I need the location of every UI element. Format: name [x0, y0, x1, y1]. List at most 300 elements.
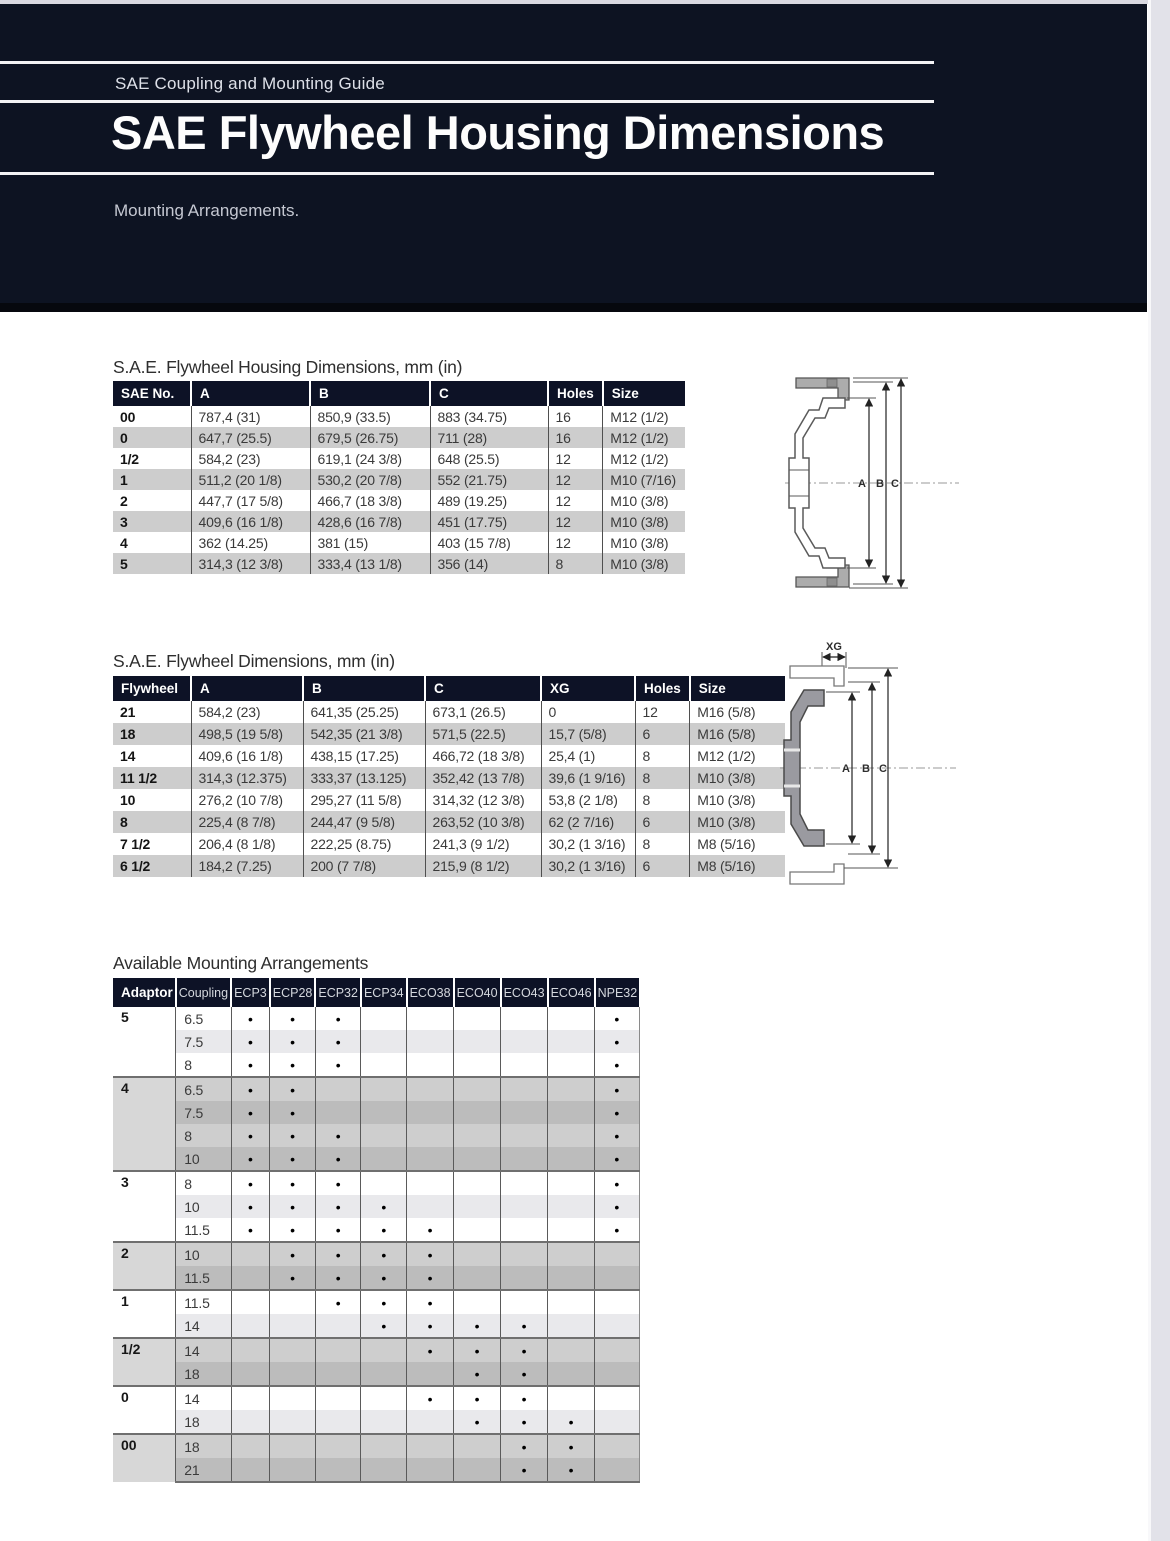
availability-cell	[548, 1314, 595, 1338]
availability-cell	[595, 1410, 640, 1434]
column-header: Adaptor	[113, 978, 176, 1007]
table-cell: 619,1 (24 3/8)	[310, 448, 430, 469]
table-cell: 356 (14)	[430, 553, 548, 574]
table-cell: 403 (15 7/8)	[430, 532, 548, 553]
availability-cell: •	[595, 1101, 640, 1124]
availability-cell	[361, 1147, 407, 1171]
availability-cell	[315, 1314, 361, 1338]
availability-cell: •	[595, 1030, 640, 1053]
availability-cell	[315, 1338, 361, 1362]
table-cell: M10 (3/8)	[603, 511, 685, 532]
table-cell: 787,4 (31)	[191, 406, 310, 427]
table-cell: 679,5 (26.75)	[310, 427, 430, 448]
table-row	[113, 811, 785, 833]
table-cell: 8	[635, 745, 690, 767]
availability-cell: •	[361, 1290, 407, 1314]
table-cell: 184,2 (7.25)	[191, 855, 303, 877]
table-cell: M16 (5/8)	[690, 723, 785, 745]
column-header: A	[191, 381, 310, 406]
table-cell: 8	[635, 767, 690, 789]
table-row	[113, 532, 685, 553]
table-cell: 222,25 (8.75)	[303, 833, 425, 855]
coupling-cell: 11.5	[176, 1218, 231, 1242]
table-cell: 314,3 (12 3/8)	[191, 553, 310, 574]
availability-cell	[548, 1030, 595, 1053]
availability-cell	[454, 1290, 501, 1314]
availability-cell: •	[270, 1101, 316, 1124]
table-row	[113, 1124, 639, 1147]
availability-cell	[548, 1053, 595, 1077]
table-cell: 1/2	[113, 448, 191, 469]
table-cell: 16	[548, 406, 603, 427]
table-cell: 8	[635, 833, 690, 855]
availability-cell: •	[315, 1030, 361, 1053]
availability-cell	[315, 1077, 361, 1101]
column-header: ECP32	[315, 978, 361, 1007]
table-cell: M8 (5/16)	[690, 855, 785, 877]
table-cell: 206,4 (8 1/8)	[191, 833, 303, 855]
coupling-cell: 8	[176, 1124, 231, 1147]
column-header: ECO46	[548, 978, 595, 1007]
availability-cell: •	[315, 1242, 361, 1266]
table-cell: 314,3 (12.375)	[191, 767, 303, 789]
coupling-cell: 14	[176, 1314, 231, 1338]
table-cell: 6	[635, 723, 690, 745]
table-row	[113, 511, 685, 532]
table-cell: 571,5 (22.5)	[425, 723, 541, 745]
table-cell: 466,7 (18 3/8)	[310, 490, 430, 511]
table-cell: M12 (1/2)	[603, 427, 685, 448]
table-cell: M10 (3/8)	[690, 767, 785, 789]
availability-cell: •	[315, 1266, 361, 1290]
availability-cell	[407, 1434, 454, 1458]
table-cell: 30,2 (1 3/16)	[541, 833, 635, 855]
availability-cell	[595, 1290, 640, 1314]
dim-label-xg: XG	[826, 641, 842, 653]
column-header: Coupling	[176, 978, 231, 1007]
availability-cell: •	[501, 1362, 548, 1386]
availability-cell	[595, 1386, 640, 1410]
availability-cell	[270, 1290, 316, 1314]
table-cell: 12	[548, 532, 603, 553]
availability-cell: •	[407, 1242, 454, 1266]
availability-cell: •	[270, 1266, 316, 1290]
availability-cell	[231, 1338, 270, 1362]
availability-cell: •	[361, 1242, 407, 1266]
availability-cell	[548, 1386, 595, 1410]
availability-cell	[361, 1362, 407, 1386]
table-cell: M10 (7/16)	[603, 469, 685, 490]
table-row	[113, 745, 785, 767]
table-cell: M16 (5/8)	[697, 704, 756, 720]
column-header: A	[191, 676, 303, 701]
table-cell: 438,15 (17.25)	[303, 745, 425, 767]
column-header: ECO38	[407, 978, 454, 1007]
coupling-cell: 7.5	[176, 1030, 231, 1053]
availability-cell	[407, 1171, 454, 1195]
coupling-cell: 11.5	[176, 1290, 231, 1314]
table-row	[113, 1030, 639, 1053]
header-rule-mid	[0, 100, 934, 103]
table-cell: 12	[548, 469, 603, 490]
adaptor-cell: 5	[113, 1007, 176, 1077]
table-cell: M10 (3/8)	[603, 553, 685, 574]
table-row	[113, 1053, 639, 1077]
table-cell: 6	[635, 855, 690, 877]
table-cell: 244,47 (9 5/8)	[303, 811, 425, 833]
availability-cell	[361, 1386, 407, 1410]
availability-cell	[361, 1124, 407, 1147]
table-row	[113, 701, 785, 723]
table-cell: 314,32 (12 3/8)	[425, 789, 541, 811]
availability-cell	[595, 1434, 640, 1458]
availability-cell: •	[407, 1386, 454, 1410]
table-row	[113, 789, 785, 811]
table-cell: 276,2 (10 7/8)	[191, 789, 303, 811]
housing-dimensions-table	[113, 381, 685, 574]
coupling-cell: 6.5	[176, 1077, 231, 1101]
availability-cell	[315, 1101, 361, 1124]
availability-cell: •	[315, 1147, 361, 1171]
table-cell: M12 (1/2)	[610, 408, 669, 425]
availability-cell	[548, 1147, 595, 1171]
table-cell: M8 (5/16)	[697, 836, 756, 852]
column-header: Size	[690, 676, 785, 701]
availability-cell	[361, 1053, 407, 1077]
coupling-cell: 7.5	[176, 1101, 231, 1124]
adaptor-cell: 2	[113, 1242, 176, 1290]
adaptor-cell: 1/2	[113, 1338, 176, 1386]
table-cell: 30,2 (1 3/16)	[541, 855, 635, 877]
table-cell: 409,6 (16 1/8)	[191, 511, 310, 532]
availability-cell	[454, 1124, 501, 1147]
header-rule-top	[0, 61, 934, 64]
coupling-cell: 18	[176, 1434, 231, 1458]
table-cell: 14	[113, 745, 191, 767]
coupling-cell: 10	[176, 1242, 231, 1266]
dim-label-a: A	[858, 478, 866, 490]
header-rule-bottom	[0, 172, 934, 175]
table-row	[113, 1195, 639, 1218]
table-cell: 447,7 (17 5/8)	[191, 490, 310, 511]
table-cell: 263,52 (10 3/8)	[425, 811, 541, 833]
availability-cell	[501, 1147, 548, 1171]
table-row	[113, 1077, 639, 1101]
table-row	[113, 1314, 639, 1338]
adaptor-cell: 00	[113, 1434, 176, 1482]
availability-cell	[595, 1314, 640, 1338]
availability-cell: •	[407, 1218, 454, 1242]
availability-cell	[361, 1458, 407, 1482]
table-cell: 12	[635, 701, 690, 723]
availability-cell	[548, 1077, 595, 1101]
coupling-cell: 10	[176, 1195, 231, 1218]
availability-cell	[361, 1030, 407, 1053]
flywheel-table-title: S.A.E. Flywheel Dimensions, mm (in)	[113, 651, 395, 671]
table-cell: 62 (2 7/16)	[541, 811, 635, 833]
table-row	[113, 1290, 639, 1314]
availability-cell: •	[315, 1290, 361, 1314]
table-row	[113, 427, 685, 448]
table-cell: 641,35 (25.25)	[303, 701, 425, 723]
availability-cell: •	[595, 1007, 640, 1030]
table-row	[113, 553, 685, 574]
availability-cell	[407, 1007, 454, 1030]
availability-cell: •	[270, 1007, 316, 1030]
availability-cell	[270, 1314, 316, 1338]
table-cell: 362 (14.25)	[191, 532, 310, 553]
availability-cell	[270, 1458, 316, 1482]
availability-cell: •	[595, 1171, 640, 1195]
column-header: ECP34	[361, 978, 407, 1007]
availability-cell: •	[315, 1124, 361, 1147]
availability-cell	[548, 1242, 595, 1266]
table-cell: 428,6 (16 7/8)	[310, 511, 430, 532]
column-header: B	[303, 676, 425, 701]
availability-cell	[231, 1434, 270, 1458]
table-cell: 11 1/2	[113, 767, 191, 789]
availability-cell: •	[231, 1218, 270, 1242]
housing-flange-bottom	[790, 864, 844, 884]
availability-cell	[595, 1242, 640, 1266]
availability-cell	[407, 1077, 454, 1101]
availability-cell	[454, 1077, 501, 1101]
availability-cell	[595, 1266, 640, 1290]
coupling-cell: 18	[176, 1362, 231, 1386]
availability-cell	[407, 1147, 454, 1171]
dim-label-b: B	[862, 763, 870, 775]
table-row	[113, 1101, 639, 1124]
availability-cell: •	[454, 1386, 501, 1410]
availability-cell: •	[361, 1218, 407, 1242]
table-cell: 25,4 (1)	[541, 745, 635, 767]
availability-cell: •	[231, 1124, 270, 1147]
availability-cell	[315, 1362, 361, 1386]
dim-label-b: B	[876, 478, 884, 490]
availability-cell	[548, 1362, 595, 1386]
availability-cell	[270, 1362, 316, 1386]
data-table	[113, 676, 785, 877]
availability-cell	[270, 1386, 316, 1410]
table-header-row	[113, 676, 785, 701]
data-table	[113, 381, 685, 574]
dim-label-a: A	[842, 763, 850, 775]
availability-cell	[548, 1101, 595, 1124]
availability-cell: •	[231, 1195, 270, 1218]
availability-cell	[361, 1410, 407, 1434]
availability-cell	[315, 1434, 361, 1458]
table-cell: 39,6 (1 9/16)	[541, 767, 635, 789]
table-row	[113, 469, 685, 490]
table-cell: 53,8 (2 1/8)	[541, 789, 635, 811]
top-flange	[796, 378, 849, 400]
column-header: ECP28	[270, 978, 316, 1007]
column-header: Size	[603, 381, 685, 406]
table-row	[113, 1386, 639, 1410]
table-cell: 511,2 (20 1/8)	[191, 469, 310, 490]
availability-cell	[361, 1101, 407, 1124]
table-cell: 8	[548, 553, 603, 574]
table-cell: M10 (3/8)	[610, 534, 669, 551]
coupling-cell: 6.5	[176, 1007, 231, 1030]
table-cell: M10 (3/8)	[697, 792, 756, 808]
column-header: ECO43	[501, 978, 548, 1007]
availability-cell: •	[361, 1314, 407, 1338]
availability-cell	[454, 1147, 501, 1171]
availability-cell	[501, 1171, 548, 1195]
table-cell: 552 (21.75)	[430, 469, 548, 490]
table-cell: 8	[635, 789, 690, 811]
availability-cell	[501, 1290, 548, 1314]
availability-cell: •	[270, 1030, 316, 1053]
availability-cell	[361, 1077, 407, 1101]
coupling-cell: 14	[176, 1386, 231, 1410]
table-cell: 12	[548, 490, 603, 511]
availability-cell	[548, 1007, 595, 1030]
availability-cell	[315, 1386, 361, 1410]
availability-cell	[454, 1266, 501, 1290]
availability-cell: •	[231, 1171, 270, 1195]
table-cell: 241,3 (9 1/2)	[425, 833, 541, 855]
table-header-row	[113, 978, 639, 1007]
availability-cell: •	[407, 1266, 454, 1290]
table-cell: 3	[113, 511, 191, 532]
column-header: Holes	[635, 676, 690, 701]
availability-cell: •	[501, 1458, 548, 1482]
column-header: SAE No.	[113, 381, 191, 406]
table-row	[113, 723, 785, 745]
table-cell: 12	[548, 448, 603, 469]
availability-cell	[454, 1242, 501, 1266]
table-row	[113, 1458, 639, 1482]
table-cell: 466,72 (18 3/8)	[425, 745, 541, 767]
table-row	[113, 1007, 639, 1030]
availability-cell: •	[595, 1147, 640, 1171]
availability-cell: •	[595, 1053, 640, 1077]
header-banner	[0, 4, 1147, 312]
availability-cell	[361, 1007, 407, 1030]
availability-cell	[270, 1338, 316, 1362]
table-row	[113, 1338, 639, 1362]
availability-cell	[548, 1338, 595, 1362]
availability-cell: •	[270, 1053, 316, 1077]
table-row	[113, 1434, 639, 1458]
availability-cell	[548, 1171, 595, 1195]
table-cell: 8	[113, 811, 191, 833]
table-cell: 352,42 (13 7/8)	[425, 767, 541, 789]
dim-label-c: C	[879, 763, 887, 775]
table-cell: 295,27 (11 5/8)	[303, 789, 425, 811]
availability-cell	[454, 1101, 501, 1124]
adaptor-cell: 4	[113, 1077, 176, 1171]
table-cell: M12 (1/2)	[697, 748, 756, 764]
table-cell: 7 1/2	[113, 833, 191, 855]
availability-cell	[454, 1053, 501, 1077]
table-cell: 711 (28)	[430, 427, 548, 448]
table-row	[113, 1242, 639, 1266]
coupling-cell: 10	[176, 1147, 231, 1171]
table-cell: 12	[548, 511, 603, 532]
table-cell: 4	[113, 532, 191, 553]
availability-cell: •	[315, 1171, 361, 1195]
table-row	[113, 490, 685, 511]
availability-cell: •	[231, 1053, 270, 1077]
coupling-cell: 8	[176, 1171, 231, 1195]
availability-cell: •	[315, 1007, 361, 1030]
table-row	[113, 1266, 639, 1290]
page-right-margin	[1148, 0, 1170, 1541]
table-cell: 333,4 (13 1/8)	[310, 553, 430, 574]
housing-flange-top	[790, 666, 844, 686]
bottom-flange-hatch	[827, 578, 837, 586]
availability-cell	[407, 1195, 454, 1218]
availability-cell: •	[548, 1458, 595, 1482]
table-cell: 883 (34.75)	[430, 406, 548, 427]
adaptor-cell: 0	[113, 1386, 176, 1434]
availability-cell	[407, 1101, 454, 1124]
table-cell: 451 (17.75)	[430, 511, 548, 532]
table-cell: 489 (19.25)	[430, 490, 548, 511]
table-cell: 0	[113, 427, 191, 448]
availability-cell	[231, 1458, 270, 1482]
availability-cell: •	[454, 1410, 501, 1434]
availability-cell	[501, 1266, 548, 1290]
top-flange-hatch	[827, 379, 837, 387]
availability-cell	[454, 1195, 501, 1218]
availability-cell	[361, 1338, 407, 1362]
availability-cell	[454, 1458, 501, 1482]
availability-cell: •	[548, 1410, 595, 1434]
availability-cell	[548, 1218, 595, 1242]
availability-cell	[454, 1030, 501, 1053]
availability-cell	[270, 1410, 316, 1434]
breadcrumb: SAE Coupling and Mounting Guide	[115, 74, 385, 93]
availability-cell: •	[315, 1195, 361, 1218]
availability-cell	[407, 1362, 454, 1386]
availability-cell: •	[501, 1434, 548, 1458]
availability-cell	[501, 1007, 548, 1030]
availability-cell	[501, 1101, 548, 1124]
table-row	[113, 1218, 639, 1242]
table-cell: 0	[541, 701, 635, 723]
availability-cell	[231, 1314, 270, 1338]
table-cell: 15,7 (5/8)	[541, 723, 635, 745]
availability-cell	[595, 1338, 640, 1362]
table-cell: 542,35 (21 3/8)	[303, 723, 425, 745]
availability-cell	[501, 1124, 548, 1147]
table-cell: 584,2 (23)	[191, 701, 303, 723]
mounting-table-title: Available Mounting Arrangements	[113, 953, 369, 973]
table-cell: M10 (3/8)	[690, 811, 785, 833]
table-cell: 648 (25.5)	[430, 448, 548, 469]
table-cell: 225,4 (8 7/8)	[191, 811, 303, 833]
availability-cell	[407, 1053, 454, 1077]
table-cell: 498,5 (19 5/8)	[191, 723, 303, 745]
table-cell: 2	[113, 490, 191, 511]
flywheel-dimensions-table	[113, 676, 785, 877]
availability-cell: •	[270, 1124, 316, 1147]
housing-table-title: S.A.E. Flywheel Housing Dimensions, mm (in)	[113, 357, 463, 377]
availability-cell: •	[315, 1218, 361, 1242]
table-cell: 10	[113, 789, 191, 811]
column-header: B	[310, 381, 430, 406]
availability-cell	[270, 1434, 316, 1458]
availability-cell	[501, 1053, 548, 1077]
availability-cell	[501, 1077, 548, 1101]
table-row	[113, 1171, 639, 1195]
table-cell: 584,2 (23)	[191, 448, 310, 469]
availability-cell: •	[270, 1195, 316, 1218]
